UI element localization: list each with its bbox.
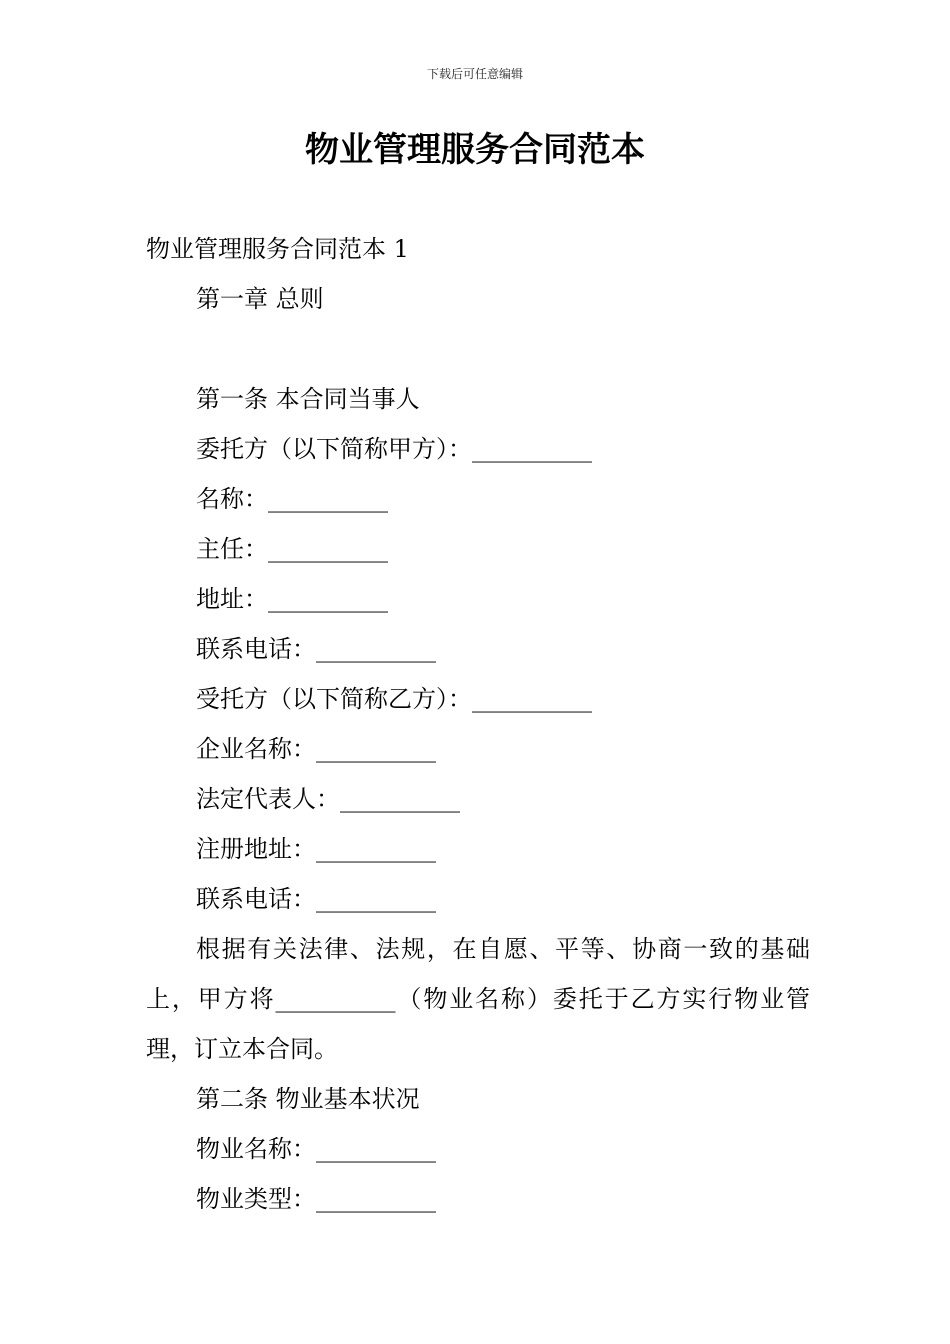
article-2-heading: 第二条 物业基本状况	[196, 1085, 420, 1113]
chapter-heading: 第一章 总则	[196, 285, 324, 313]
blank-line	[146, 324, 810, 374]
contractor-address-line: 注册地址：__________	[196, 835, 436, 863]
property-type-line: 物业类型：__________	[196, 1185, 436, 1213]
document-body	[146, 224, 810, 1224]
property-name-line: 物业名称：__________	[196, 1135, 436, 1163]
article-1-heading: 第一条 本合同当事人	[196, 385, 420, 413]
contractor-party-line: 受托方（以下简称乙方）：__________	[196, 685, 592, 713]
client-phone-line: 联系电话：__________	[196, 635, 436, 663]
contractor-company-line: 企业名称：__________	[196, 735, 436, 763]
client-name-line: 名称：__________	[196, 485, 388, 513]
contractor-representative-line: 法定代表人：__________	[196, 785, 460, 813]
header-note: 下载后可任意编辑	[426, 67, 523, 81]
client-party-line: 委托方（以下简称甲方）：__________	[196, 435, 592, 463]
article-1-paragraph: 根据有关法律、法规，在自愿、平等、协商一致的基础上，甲方将__________（物业名称）委托于乙方实行物业管理，订立本合同。	[146, 935, 810, 1063]
client-director-line: 主任：__________	[196, 535, 388, 563]
client-address-line: 地址：__________	[196, 585, 388, 613]
section-heading: 物业管理服务合同范本 1	[146, 235, 409, 263]
document-title: 物业管理服务合同范本	[305, 130, 645, 170]
contractor-phone-line: 联系电话：__________	[196, 885, 436, 913]
